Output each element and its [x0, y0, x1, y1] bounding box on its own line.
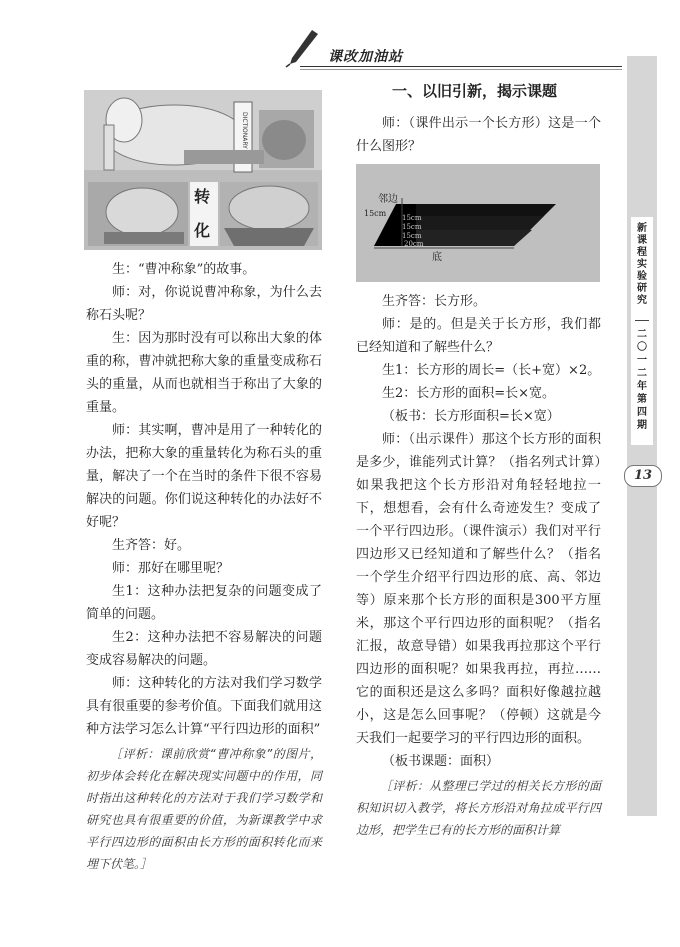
journal-name: 新课程实验研究: [637, 223, 647, 306]
paragraph: 师：那好在哪里呢？: [112, 561, 230, 576]
paragraph: 生齐答：好。: [112, 538, 191, 553]
paragraph: 生2：这种办法把不容易解决的问题变成容易解决的问题。: [86, 630, 322, 668]
measure-label: 15cm: [402, 214, 422, 222]
side-separator: [635, 320, 649, 321]
paragraph: 师：（出示课件）那这个长方形的面积是多少，谁能列式计算？（指名列式计算）如果我把这个长方形沿对角轻轻地拉一下，想想看，会有什么奇迹发生？变成了一个平行四边形。（课件演示）我们对平行四边形又已经知道和了解些什么？（指名一个学生介绍平行四边形的底、高、邻边等）原来那个长方形的面积是300平方厘米，那这个平行四边形的面积呢？（指名汇报，故意导错）如果我再拉那这个平行四边形的面积呢？如果我再拉，再拉……它的面积还是这么多吗？面积好像越拉越小，这是怎么回事呢？（停顿）这就是今天我们一起要学习的平行四边形的面积。: [356, 432, 601, 746]
right-column: [356, 290, 601, 841]
measure-label: 15cm: [364, 209, 387, 218]
paragraph: 师：对，你说说曹冲称象，为什么去称石头呢？: [86, 285, 322, 323]
paragraph: 生：因为那时没有可以称出大象的体重的称，曹冲就把称大象的重量变成称石头的重量，从而也就相当于称出了大象的重量。: [86, 331, 322, 415]
issue-label: 二〇一二年第四期: [637, 329, 647, 431]
figure-caption-top: 转: [194, 187, 211, 206]
dictionary-label: DICTIONARY: [241, 112, 248, 149]
base-label: 底: [432, 252, 442, 263]
parallelogram-svg: [356, 164, 600, 282]
measure-label: 15cm: [402, 232, 422, 240]
paragraph: 师：其实啊，曹冲是用了一种转化的办法，把称大象的重量转化为称石头的重量，解决了一个在当时的条件下很不容易解决的问题。你们说这种转化的办法好不好呢？: [86, 423, 322, 530]
paragraph: 师：这种转化的方法对我们学习数学具有很重要的参考价值。下面我们就用这种方法学习怎么计算“平行四边形的面积”: [86, 676, 322, 737]
header-rule-thin: [300, 69, 622, 70]
paragraph: （板书：长方形面积=长×宽）: [382, 409, 560, 424]
paragraph: （板书课题：面积）: [382, 754, 500, 769]
section-title: 一、以旧引新，揭示课题: [392, 82, 558, 100]
side-length-label: 邻边: [378, 194, 398, 205]
parallelogram-figure: [356, 164, 600, 282]
paragraph: 生齐答：长方形。: [382, 294, 487, 309]
paragraph: 生1：这种办法把复杂的问题变成了简单的问题。: [86, 584, 322, 622]
paragraph: 生1：长方形的周长=（长+宽）×2。: [382, 363, 601, 378]
commentary: ［评析：课前欣赏“曹冲称象”的图片，初步体会转化在解决现实问题中的作用，同时指出这种转化的方法对于我们学习数学和研究也具有很重要的价值，为新课教学中求平行四边形的面积由长方形的面积转化而来埋下伏笔。］: [86, 747, 322, 871]
pen-icon: [282, 28, 322, 68]
commentary: ［评析：从整理已学过的相关长方形的面积知识切入教学，将长方形沿对角拉成平行四边形，把学生已有的长方形的面积计算: [356, 779, 601, 837]
column-title: 课改加油站: [328, 49, 403, 65]
header-rule: [300, 66, 622, 67]
paragraph: 生：“曹冲称象”的故事。: [112, 262, 256, 277]
cao-chong-illustration: [84, 90, 322, 250]
paragraph: 生2：长方形的面积=长×宽。: [382, 386, 556, 401]
illustration-svg: [84, 90, 322, 250]
paragraph: 师：是的。但是关于长方形，我们都已经知道和了解些什么？: [356, 317, 601, 355]
left-column: [86, 258, 322, 875]
paragraph: 师：（课件出示一个长方形）这是一个什么图形？: [356, 116, 601, 154]
right-intro: [356, 112, 601, 158]
measure-label: 20cm: [404, 240, 424, 248]
figure-caption-bottom: 化: [194, 221, 211, 240]
page-number: 13: [624, 465, 662, 487]
measure-label: 15cm: [402, 223, 422, 231]
